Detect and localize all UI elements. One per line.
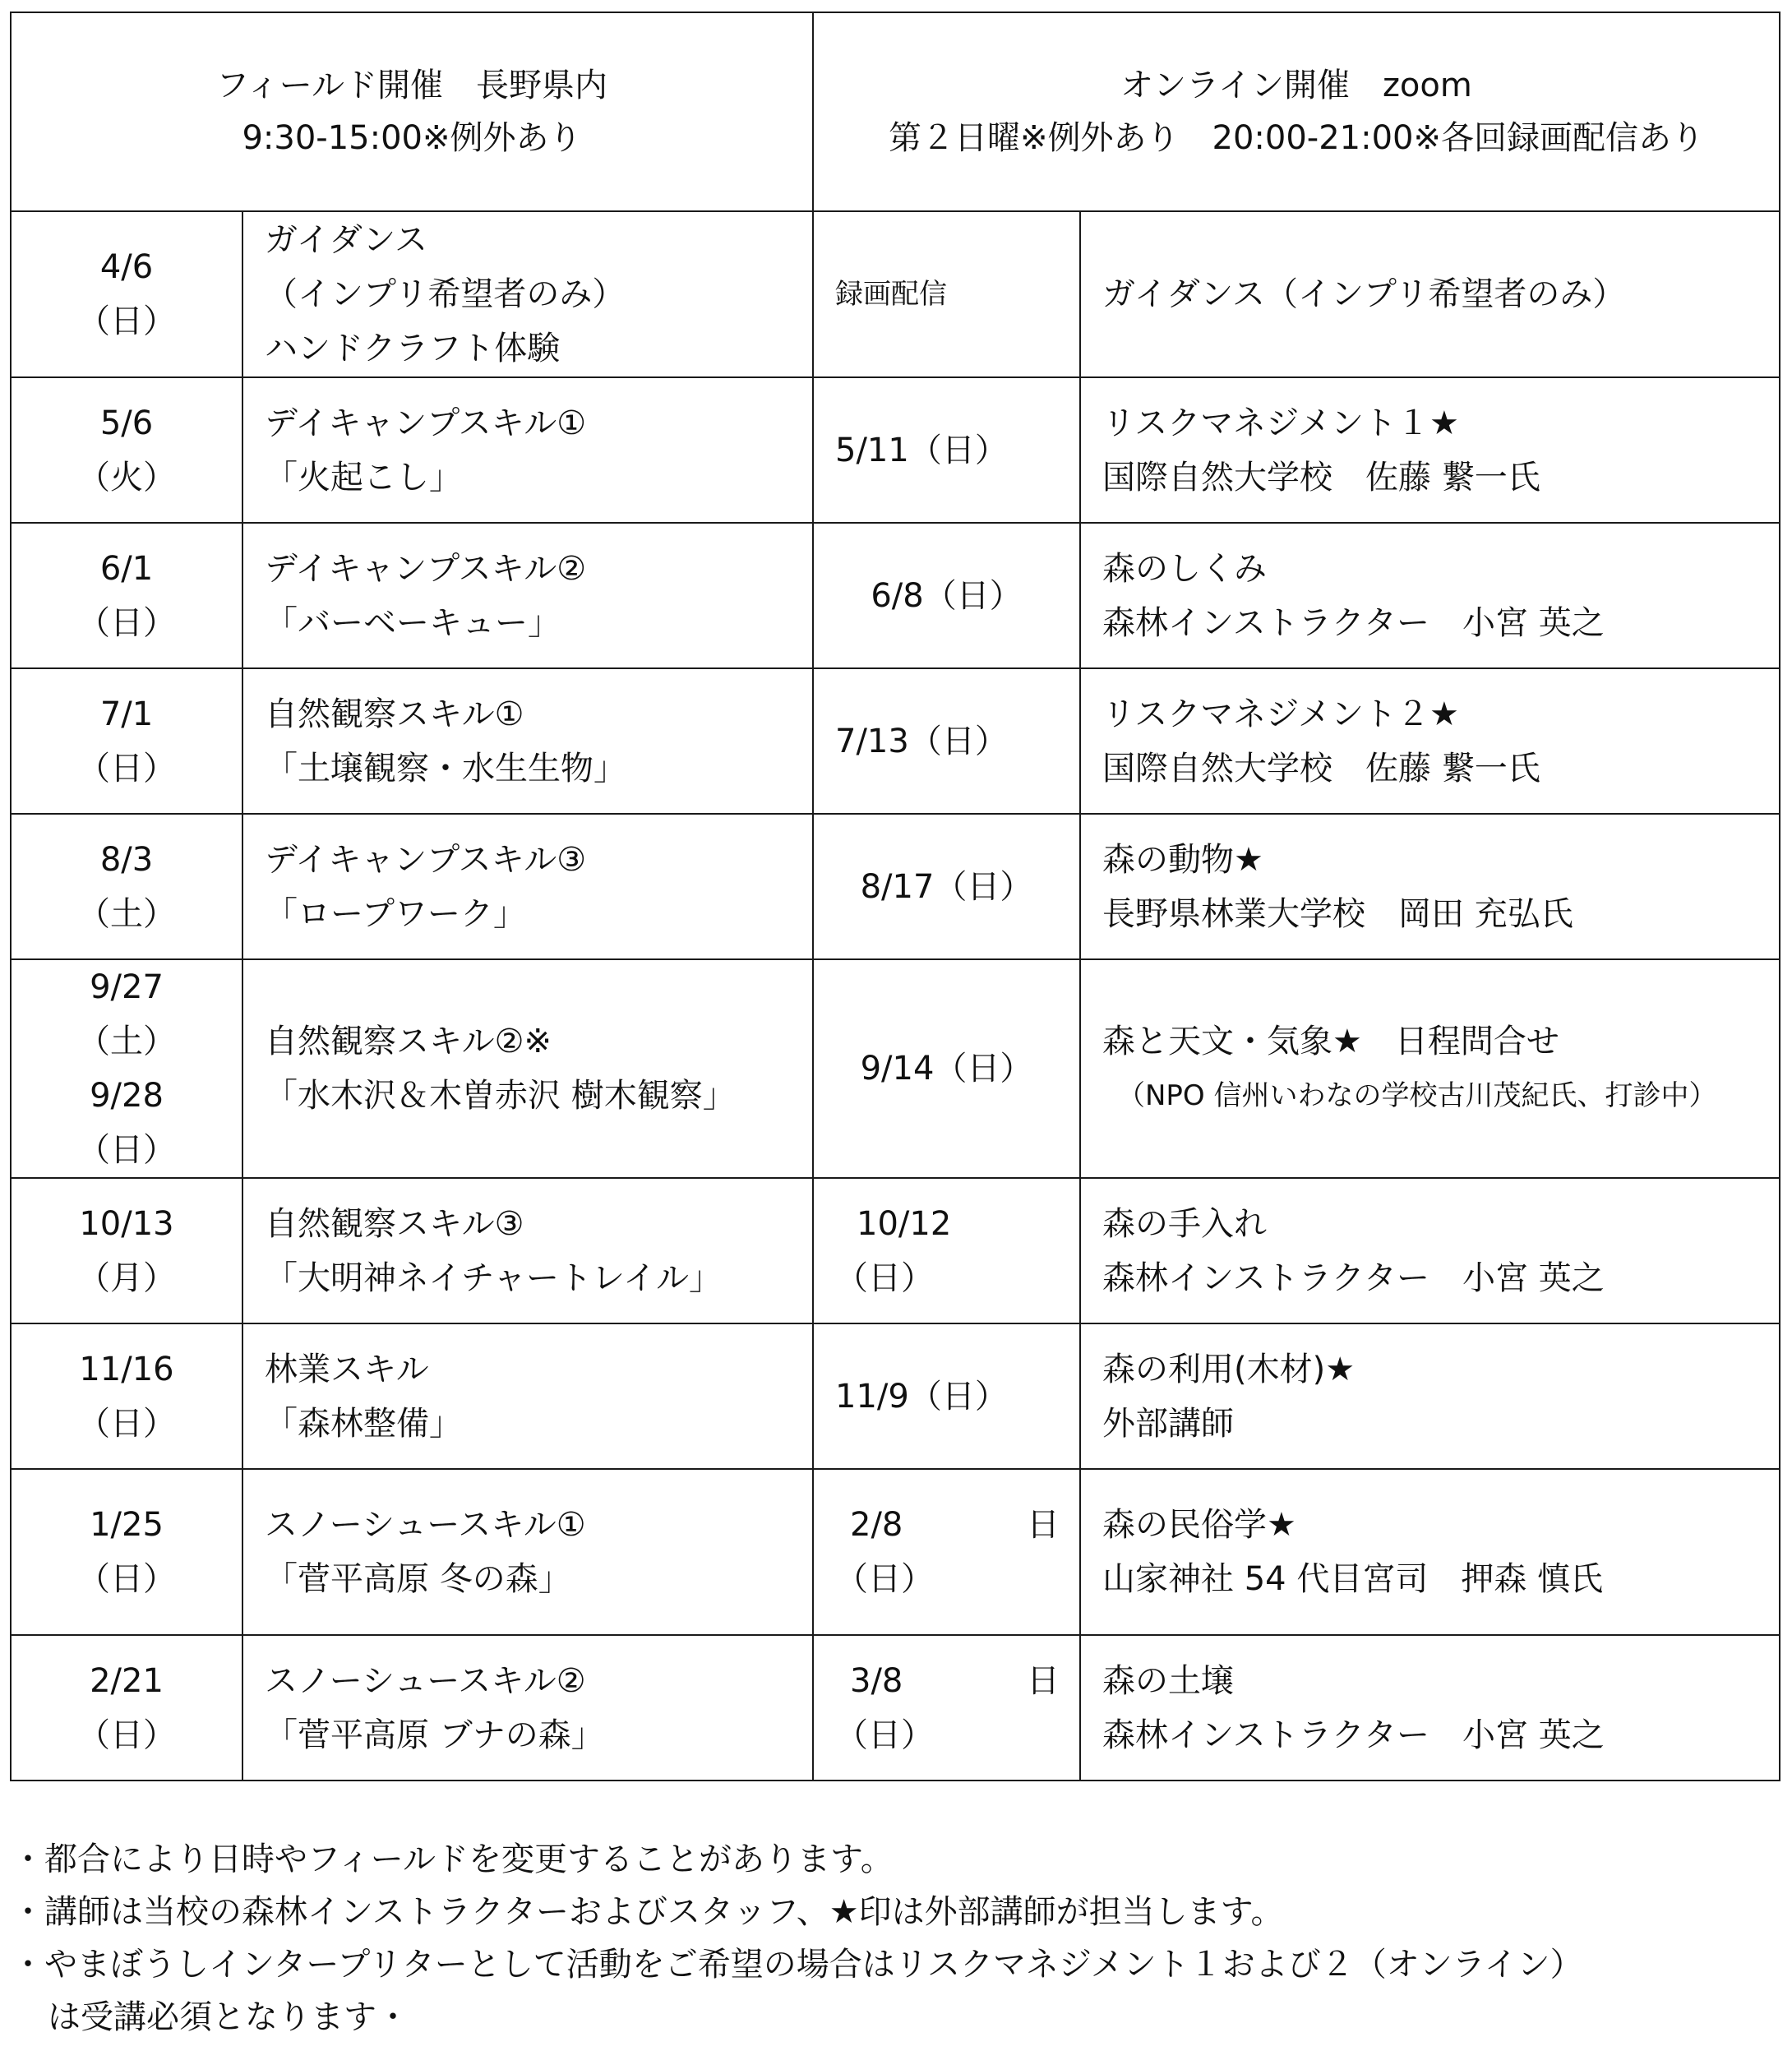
online-topic-lecturer: 長野県林業大学校 岡田 充弘氏 [1102,894,1573,933]
online-topic-title: 森の手入れ [1102,1204,1267,1243]
field-date: 2/21 [90,1661,164,1700]
note-lecturers: ・講師は当校の森林インストラクターおよびスタッフ、★印は外部講師が担当します。 [12,1893,1284,1931]
online-date: 6/8（日） [871,576,1023,615]
field-activity-detail: 「火起こし」 [265,458,462,497]
online-date-cell [813,523,1080,668]
online-topic-cell [1080,211,1780,377]
online-day-mark: 日 [1027,1506,1060,1544]
field-activity-cell [242,211,813,377]
field-date-cell [11,668,242,814]
online-topic-title: ガイダンス（インプリ希望者のみ） [1102,275,1626,313]
field-activity-cell [242,523,813,668]
online-date: 8/17（日） [860,867,1033,906]
online-header-title: オンライン開催 zoom [1120,67,1472,104]
field-activity-title: 自然観察スキル②※ [265,1023,552,1060]
note-schedule-change: ・都合により日時やフィールドを変更することがあります。 [12,1841,894,1878]
online-topic-lecturer: 山家神社 54 代目宮司 押森 慎氏 [1102,1560,1604,1598]
field-header [11,12,813,211]
field-date: 6/1 [99,549,154,588]
online-topic-cell [1080,523,1780,668]
field-weekday: （月） [77,1259,176,1297]
field-activity-title: デイキャンプスキル③ [265,840,587,879]
field-date-second: 9/28 [90,1077,164,1115]
online-header [813,12,1780,211]
schedule-row [11,1635,1780,1781]
online-topic-lecturer: 国際自然大学校 佐藤 繋一氏 [1102,458,1540,497]
field-activity-title: 林業スキル [265,1350,429,1388]
field-date: 4/6 [99,248,154,286]
field-date-cell [11,377,242,523]
online-topic-title: 森の土壌 [1102,1661,1234,1700]
online-topic-lecturer: 国際自然大学校 佐藤 繋一氏 [1102,749,1540,788]
field-activity-title: スノーシュースキル② [265,1661,586,1700]
schedule-row [11,959,1780,1178]
field-weekday: （土） [77,1023,176,1060]
online-topic-cell [1080,1323,1780,1469]
online-topic-note: （NPO 信州いわなの学校古川茂紀氏、打診中） [1117,1079,1717,1112]
online-date-cell [813,668,1080,814]
online-date-cell [813,814,1080,959]
online-date-cell [813,1323,1080,1469]
field-activity-detail: 「森林整備」 [265,1404,462,1443]
online-date: 2/8 [850,1506,903,1544]
field-date: 8/3 [99,840,154,879]
online-topic-title: 森の利用(木材)★ [1102,1350,1356,1388]
online-topic-cell [1080,668,1780,814]
field-date-cell [11,1469,242,1635]
schedule-row [11,1178,1780,1323]
field-weekday: （日） [77,1716,176,1754]
field-activity-cell [242,814,813,959]
field-date-cell [11,1323,242,1469]
online-date: 11/9（日） [835,1377,1008,1416]
field-activity-detail: 「菅平高原 冬の森」 [265,1560,571,1598]
online-topic-cell [1080,1178,1780,1323]
online-date-line [835,1498,1079,1552]
online-topic-cell [1080,377,1780,523]
schedule-row [11,1469,1780,1635]
field-date: 9/27 [90,968,164,1006]
field-header-title: フィールド開催 長野県内 [216,67,607,104]
field-activity-cell [242,1323,813,1469]
field-date-cell [11,1635,242,1781]
field-date-cell [11,523,242,668]
schedule-row [11,814,1780,959]
field-activity-note: （インプリ希望者のみ） [265,275,626,313]
online-topic-cell [1080,1635,1780,1781]
online-date-cell [813,1635,1080,1781]
online-date: 9/14（日） [860,1050,1033,1088]
note-interpreter-requirement-cont: は受講必須となります・ [48,1998,409,2036]
field-date: 7/1 [99,695,154,733]
field-activity-title: 自然観察スキル③ [265,1204,524,1243]
online-topic-lecturer: 森林インストラクター 小宮 英之 [1102,603,1605,642]
field-activity-title: デイキャンプスキル② [265,549,587,588]
field-date: 10/13 [79,1204,174,1243]
field-activity-title: ガイダンス [265,221,427,259]
online-topic-title: リスクマネジメント１★ [1102,404,1459,442]
online-weekday: （日） [835,1560,934,1598]
online-topic-title: 森のしくみ [1102,549,1267,588]
online-weekday: （日） [835,1259,934,1297]
field-weekday: （日） [77,1560,176,1598]
field-date-cell [11,1178,242,1323]
field-activity-title: スノーシュースキル① [265,1506,586,1544]
field-date-cell [11,814,242,959]
schedule-table [10,12,1780,1781]
field-weekday: （日） [77,749,176,788]
header-row [11,12,1780,211]
field-weekday-second: （日） [77,1131,176,1169]
online-date-cell [813,211,1080,377]
online-date: 5/11（日） [835,431,1008,469]
field-activity-cell [242,1178,813,1323]
online-date-cell [813,1178,1080,1323]
notes-section [12,1833,1771,2044]
schedule-row [11,377,1780,523]
online-topic-title: 森と天文・気象★ 日程問合せ [1102,1023,1559,1060]
field-weekday: （火） [77,458,176,497]
field-activity-detail: ハンドクラフト体験 [265,330,561,367]
schedule-row [11,211,1780,377]
online-topic-title: 森の動物★ [1102,840,1263,879]
schedule-row [11,668,1780,814]
field-activity-cell [242,959,813,1178]
schedule-row [11,523,1780,668]
field-date: 5/6 [99,404,154,442]
field-activity-detail: 「菅平高原 ブナの森」 [265,1716,604,1754]
field-activity-detail: 「大明神ネイチャートレイル」 [265,1259,722,1297]
online-topic-title: 森の民俗学★ [1102,1506,1296,1544]
field-activity-detail: 「バーベーキュー」 [265,603,561,642]
field-activity-cell [242,377,813,523]
online-date: 10/12 [857,1204,952,1243]
field-weekday: （日） [77,1404,176,1443]
note-interpreter-requirement: ・やまぼうしインタープリターとして活動をご希望の場合はリスクマネジメント１および２（オンライン） [12,1946,1583,1984]
online-recording-label: 録画配信 [835,278,947,311]
online-date-cell [813,1469,1080,1635]
field-weekday: （土） [77,894,176,933]
online-date: 3/8 [850,1661,903,1700]
field-activity-detail: 「ロープワーク」 [265,894,526,933]
field-activity-cell [242,1635,813,1781]
field-date-cell [11,959,242,1178]
field-date: 11/16 [79,1350,174,1388]
online-day-mark: 日 [1027,1661,1060,1700]
field-activity-title: 自然観察スキル① [265,695,524,733]
online-date: 7/13（日） [835,722,1008,760]
online-topic-lecturer: 森林インストラクター 小宮 英之 [1102,1259,1605,1297]
online-date-cell [813,959,1080,1178]
field-activity-detail: 「土壌観察・水生生物」 [265,749,626,788]
online-topic-cell [1080,1469,1780,1635]
online-weekday: （日） [835,1716,934,1754]
field-activity-detail: 「水木沢＆木曽赤沢 樹木観察」 [265,1077,736,1115]
online-date-cell [813,377,1080,523]
online-date-line [835,1654,1079,1708]
online-topic-lecturer: 森林インストラクター 小宮 英之 [1102,1716,1605,1754]
online-topic-cell [1080,814,1780,959]
online-header-time: 第２日曜※例外あり 20:00-21:00※各回録画配信あり [889,119,1705,157]
online-topic-lecturer: 外部講師 [1102,1404,1234,1443]
field-weekday: （日） [77,303,176,340]
field-date: 1/25 [90,1506,164,1544]
field-weekday: （日） [77,603,176,642]
field-header-time: 9:30-15:00※例外あり [242,119,582,157]
online-topic-cell [1080,959,1780,1178]
online-topic-title: リスクマネジメント２★ [1102,695,1459,733]
field-activity-cell [242,1469,813,1635]
schedule-row [11,1323,1780,1469]
field-date-cell [11,211,242,377]
field-activity-title: デイキャンプスキル① [265,404,587,442]
field-activity-cell [242,668,813,814]
